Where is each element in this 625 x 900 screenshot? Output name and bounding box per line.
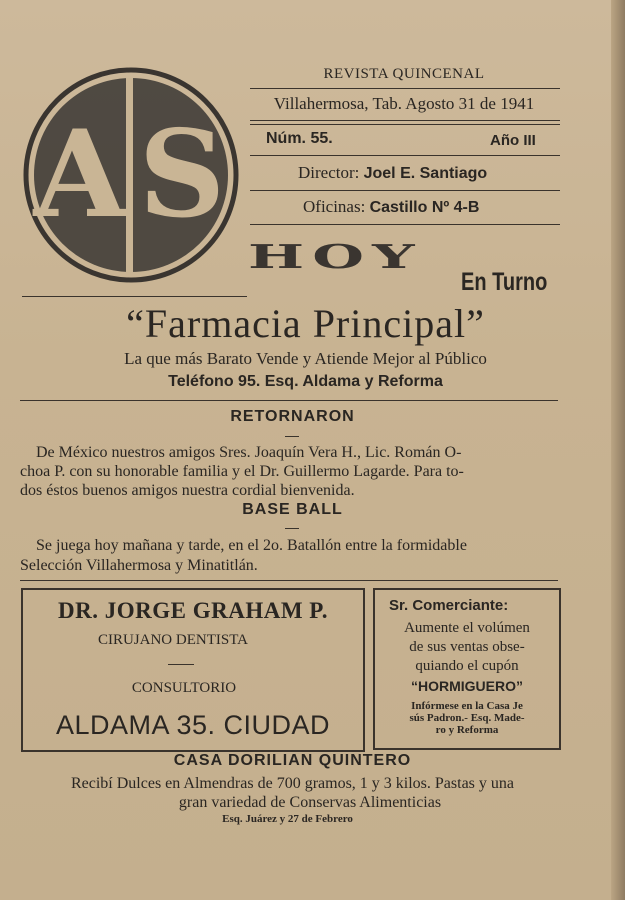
dentist-name: DR. JORGE GRAHAM P. [58,598,328,623]
merchant-info-2: sús Padron.- Esq. Made- [409,712,525,724]
retornaron-line-3: dos éstos buenos amigos nuestra cordial bienvenida. [20,482,355,499]
short-divider [285,436,299,437]
merchant-title: Sr. Comerciante: [389,597,509,614]
merchant-ad-box [373,588,561,750]
divider [20,580,558,581]
pharmacy-name: “Farmacia Principal” [126,301,485,346]
merchant-info-3: ro y Reforma [435,724,499,736]
logo-letter-s: S [138,104,226,245]
on-duty-label: En Turno [461,268,548,296]
divider [22,296,247,297]
divider [250,224,560,225]
merchant-info-1: Infórmese en la Casa Je [411,700,523,712]
casa-line-1: Recibí Dulces en Almendras de 700 gramos, 1 y 3 kilos. Pastas y una [70,775,515,792]
dentist-office-label: CONSULTORIO [131,680,237,696]
merchant-line-3: quiando el cupón [415,658,519,674]
merchant-line-2: de sus ventas obse- [409,639,525,655]
dentist-ad-box [21,588,365,752]
director-name: Joel E. Santiago [363,165,488,182]
merchant-coupon: “HORMIGUERO” [411,678,523,694]
divider [20,400,558,401]
retornaron-line-1: De México nuestros amigos Sres. Joaquín Vera H., Lic. Román O- [36,444,462,461]
director-line [298,163,487,183]
pharmacy-contact: Teléfono 95. Esq. Aldama y Reforma [168,373,443,390]
publication-type: REVISTA QUINCENAL [323,66,485,82]
divider [250,120,560,121]
divider [250,155,560,156]
casa-address: Esq. Juárez y 27 de Febrero [222,813,353,825]
hoy-headline: HOY [248,238,423,277]
divider [250,88,560,89]
retornaron-title: RETORNARON [230,408,355,425]
issue-year: Año III [490,132,536,149]
offices-label: Oficinas: [303,197,366,216]
baseball-line-2: Selección Villahermosa y Minatitlán. [20,557,258,574]
offices-line [303,197,479,217]
place-date: Villahermosa, Tab. Agosto 31 de 1941 [273,94,535,113]
merchant-line-1: Aumente el volúmen [404,620,530,636]
logo-letter-a: A [33,104,127,245]
dentist-profession: CIRUJANO DENTISTA [97,632,249,648]
baseball-title: BASE BALL [242,501,343,518]
retornaron-line-2: choa P. con su honorable familia y el Dr. Guillermo Lagarde. Para to- [20,463,464,480]
divider [250,124,560,125]
director-label: Director: [298,163,360,182]
page-edge-shadow [611,0,625,900]
casa-title: CASA DORILIAN QUINTERO [173,752,412,769]
divider [250,190,560,191]
as-logo [22,66,240,284]
baseball-line-1: Se juega hoy mañana y tarde, en el 2o. Batallón entre la formidable [36,537,467,554]
casa-line-2: gran variedad de Conservas Alimenticias [178,794,442,811]
issue-number: Núm. 55. [266,130,333,147]
offices-address: Castillo Nº 4-B [369,199,480,216]
short-divider [168,664,194,665]
dentist-address: ALDAMA 35. CIUDAD [55,710,331,740]
pharmacy-slogan: La que más Barato Vende y Atiende Mejor al Público [124,349,487,368]
logo-emblem-icon [22,66,240,284]
short-divider [285,528,299,529]
